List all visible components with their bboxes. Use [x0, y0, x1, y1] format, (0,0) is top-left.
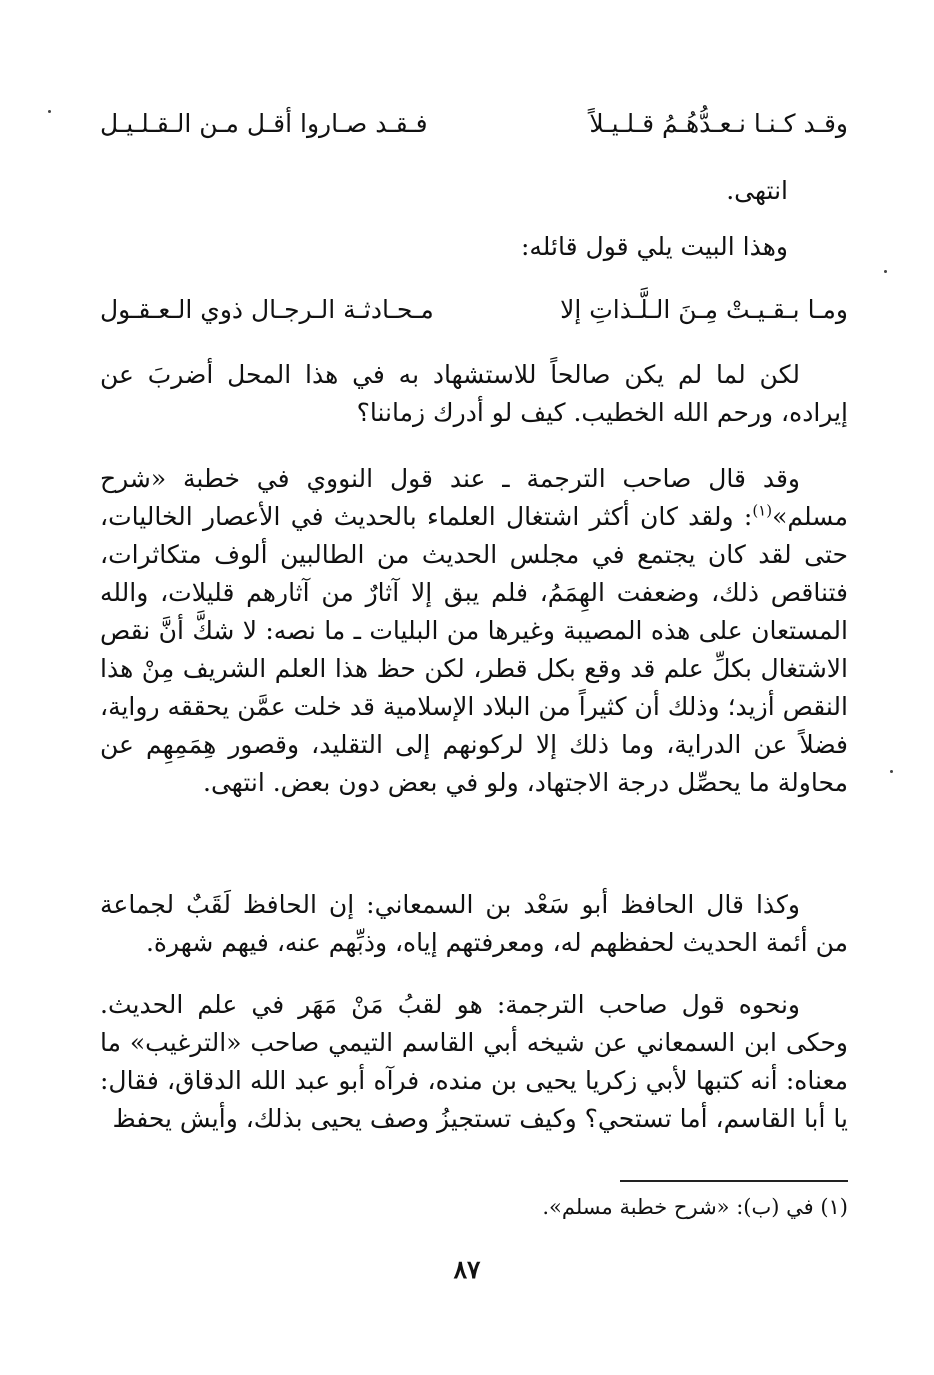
footnote-separator: [620, 1180, 848, 1182]
paragraph-nawawi-start: وقد قال صاحب الترجمة ـ عند قول النووي في خطبة «شرح مسلم»: [100, 464, 848, 531]
scan-speck: [884, 270, 887, 273]
scan-speck: [890, 770, 893, 773]
verse-2-right-hemistich: ومـا بـقـيـتْ مِـنَ الـلَّـذاتِ إلا: [560, 295, 848, 324]
paragraph-nawawi: [100, 460, 848, 802]
verse-1: [100, 104, 848, 144]
verse-2: [100, 290, 848, 330]
footnote-1: (١) في (ب): «شرح خطبة مسلم».: [542, 1195, 848, 1219]
scan-speck: [48, 110, 51, 113]
paragraph-lakin: لكن لما لم يكن صالحاً للاستشهاد به في هذا المحل أضربَ عن إيراده، ورحم الله الخطيب. كيف لو أدرك زماننا؟: [100, 360, 848, 427]
intaha-line-1: انتهى.: [726, 176, 788, 205]
verse-1-right-hemistich: وقـد كـنـا نـعـدُّهُـمُ قـلـيـلاً: [589, 109, 848, 138]
page-number: ٨٧: [453, 1255, 481, 1284]
paragraph-nahwuh: ونحوه قول صاحب الترجمة: هو لقبُ مَنْ مَهَر في علم الحديث. وحكى ابن السمعاني عن شيخه أبي القاسم التيمي صاحب «الترغيب» ما معناه: أنه كتبها لأبي زكريا يحيى بن منده، فرآه أبو عبد الله الدقاق، فقال: يا أبا القاسم، أما تستحي؟ وكيف تستجيزُ وصف يحيى بذلك، وأيش يحفظ: [100, 990, 848, 1133]
footnote-reference-1: (١): [752, 501, 773, 520]
verse-intro-line: وهذا البيت يلي قول قائله:: [520, 232, 788, 261]
verse-1-left-hemistich: فـقـد صـاروا أقـل مـن الـقـلـيـل: [100, 109, 428, 138]
paragraph-nawawi-rest: : ولقد كان أكثر اشتغال العلماء بالحديث في الأعصار الخاليات، حتى لقد كان يجتمع في مجلس الحديث من الطالبين ألوف متكاثرات، فتناقص ذلك، وضعفت الهِمَمُ، فلم يبق إلا آثارٌ من آثارهم قليلات، والله المستعان على هذه المصيبة وغيرها من البليات ـ ما نصه: لا شكَّ أنَّ نقص الاشتغال بكلِّ علم قد وقع بكل قطر، لكن حظ هذا العلم الشريف مِنْ هذا النقص أزيد؛ وذلك أن كثيراً من البلاد الإسلامية قد خلت عمَّن يحققه رواية، فضلاً عن الدراية، وما ذلك إلا لركونهم إلى التقليد، وقصور هِمَمِهِم عن محاولة ما يحصِّل درجة الاجتهاد، ولو في بعض دون بعض. انتهى.: [100, 502, 848, 797]
verse-2-left-hemistich: مـحـادثـة الـرجـال ذوي الـعـقـول: [100, 295, 434, 324]
paragraph-samani: وكذا قال الحافظ أبو سَعْد بن السمعاني: إن الحافظ لَقَبٌ لجماعة من أئمة الحديث لحفظهم له، ومعرفتهم إياه، وذبِّهم عنه، فيهم شهرة.: [100, 890, 848, 957]
